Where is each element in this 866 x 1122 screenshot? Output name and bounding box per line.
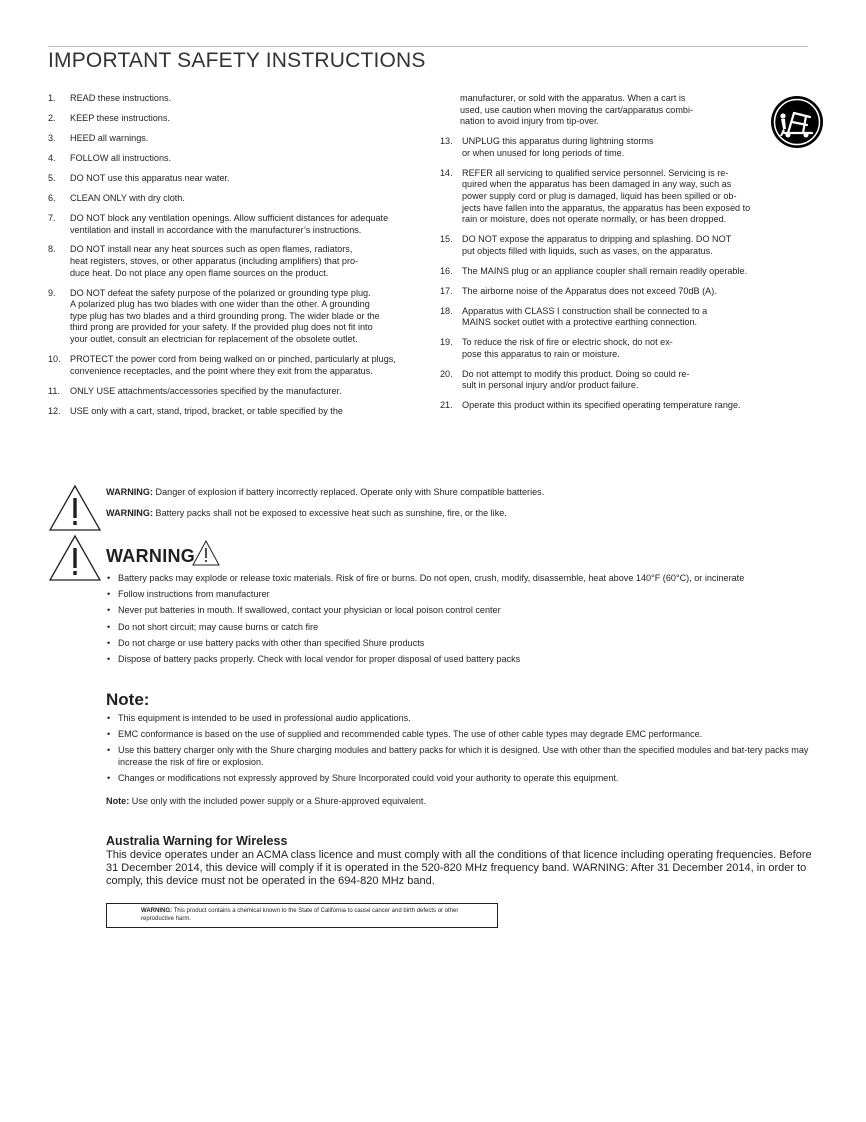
instruction-number: 20. <box>440 368 453 379</box>
instruction-text <box>70 406 420 418</box>
instruction-item <box>48 213 420 236</box>
instruction-number: 8. <box>48 244 56 255</box>
instruction-text <box>462 234 780 257</box>
warning-triangle-icon <box>48 484 102 532</box>
instruction-item <box>48 173 420 185</box>
instruction-line: or when unused for long periods of time. <box>462 147 625 158</box>
warning-heading: WARNING <box>106 546 196 566</box>
instruction-number: 1. <box>48 93 56 103</box>
instruction-line: type plug has two blades and a third grounding prong. The wider blade or the <box>70 310 380 321</box>
instruction-line: pose this apparatus to rain or moisture. <box>462 348 620 359</box>
bullet-item: • Changes or modifications not expressly approved by Shure Incorporated could void your authority to operate this equipment. <box>106 773 811 785</box>
instruction-line: ONLY USE attachments/accessories specified by the manufacturer. <box>70 385 342 396</box>
instruction-item <box>48 113 420 125</box>
instruction-text <box>70 386 420 398</box>
instruction-number: 14. <box>440 167 453 178</box>
instruction-line: FOLLOW all instructions. <box>70 152 172 163</box>
instruction-line: DO NOT expose the apparatus to dripping and splashing. DO NOT <box>462 234 732 245</box>
instruction-number: 10. <box>48 354 61 365</box>
bullet-item: • Never put batteries in mouth. If swallowed, contact your physician or local poison control center <box>106 605 811 617</box>
warning-triangle-icon <box>48 534 102 582</box>
instruction-line: Do not attempt to modify this product. Doing so could re- <box>462 368 690 379</box>
instruction-number: 7. <box>48 212 56 223</box>
bullet-item: • Do not short circuit; may cause burns or catch fire <box>106 622 811 634</box>
instruction-number: 11. <box>48 385 60 396</box>
instruction-text <box>462 168 780 226</box>
instruction-number: 12. <box>48 405 61 416</box>
instruction-item <box>440 337 780 360</box>
instruction-line: quired when the apparatus has been damaged in any way, such as <box>462 179 732 190</box>
instruction-text <box>70 93 420 105</box>
instruction-item <box>48 193 420 205</box>
instruction-item <box>48 133 420 145</box>
instruction-line: CLEAN ONLY with dry cloth. <box>70 192 185 203</box>
instruction-text <box>462 266 780 278</box>
instruction-text <box>462 306 780 329</box>
instruction-number: 16. <box>440 265 453 276</box>
instruction-line: READ these instructions. <box>70 93 172 103</box>
page-title: IMPORTANT SAFETY INSTRUCTIONS <box>48 46 808 73</box>
instruction-line: duce heat. Do not place any open flame sources on the product. <box>70 267 329 278</box>
note-bullet-list <box>106 713 811 789</box>
instruction-line: PROTECT the power cord from being walked on or pinched, particularly at plugs, <box>70 354 396 365</box>
note-heading: Note: <box>106 690 150 709</box>
instruction-12-continuation <box>440 93 780 128</box>
instruction-text <box>70 133 420 145</box>
battery-warning-1: WARNING: Danger of explosion if battery incorrectly replaced. Operate only with Shure compatible batteries. <box>106 487 545 497</box>
instruction-line: DO NOT block any ventilation openings. Allow sufficient distances for adequate <box>70 212 389 223</box>
instruction-line: HEED all warnings. <box>70 132 149 143</box>
bullet-item: • Do not charge or use battery packs with other than specified Shure products <box>106 638 811 650</box>
power-supply-note: Note: Use only with the included power supply or a Shure-approved equivalent. <box>106 796 426 806</box>
prop65-warning-text: WARNING: This product contains a chemical known to the State of California to cause cancer and birth defects or other reproductive harm. <box>141 908 459 922</box>
bullet-item: • Use this battery charger only with the Shure charging modules and battery packs for which it is designed. Use with other than the specified modules and bat-tery packs may increase the risk of fire or explosion. <box>106 745 811 768</box>
instruction-text <box>70 213 420 236</box>
instruction-item <box>48 153 420 165</box>
instruction-line: To reduce the risk of fire or electric shock, do not ex- <box>462 337 673 348</box>
instruction-line: ventilation and install in accordance with the manufacturer’s instructions. <box>70 224 362 235</box>
instruction-line: REFER all servicing to qualified service personnel. Servicing is re- <box>462 167 729 178</box>
instruction-number: 6. <box>48 192 56 203</box>
instruction-line: UNPLUG this apparatus during lightning storms <box>462 136 654 147</box>
warning-bullet-list <box>106 573 811 670</box>
instruction-line: used, use caution when moving the cart/apparatus combi- <box>460 104 694 115</box>
instruction-number: 9. <box>48 287 56 298</box>
instruction-line: heat registers, stoves, or other apparatus (including amplifiers) that pro- <box>70 256 359 267</box>
instruction-text <box>70 193 420 205</box>
instructions-left-column <box>48 93 420 426</box>
instruction-line: jects have fallen into the apparatus, the apparatus has been exposed to <box>462 202 751 213</box>
instruction-item <box>440 136 780 159</box>
instruction-item <box>440 369 780 392</box>
instruction-line: put objects filled with liquids, such as vases, on the apparatus. <box>462 245 713 256</box>
instruction-line: manufacturer, or sold with the apparatus. When a cart is <box>460 93 686 103</box>
instructions-right-column <box>440 93 780 420</box>
australia-warning-title: Australia Warning for Wireless <box>106 834 288 848</box>
instruction-number: 19. <box>440 337 453 348</box>
instruction-text <box>462 369 780 392</box>
instruction-line: nation to avoid injury from tip-over. <box>460 116 599 127</box>
instruction-number: 21. <box>440 400 453 411</box>
instruction-line: power supply cord or plug is damaged, liquid has been spilled or ob- <box>462 190 737 201</box>
instruction-text <box>70 288 420 346</box>
instruction-number: 2. <box>48 112 56 123</box>
instruction-text <box>462 286 780 298</box>
bullet-item: • Dispose of battery packs properly. Check with local vendor for proper disposal of used battery packs <box>106 654 811 666</box>
instruction-line: DO NOT install near any heat sources such as open flames, radiators, <box>70 244 353 255</box>
instruction-text <box>70 354 420 377</box>
instruction-line: third prong are provided for your safety. If the provided plug does not fit into <box>70 322 373 333</box>
instruction-item <box>440 400 780 412</box>
instruction-number: 18. <box>440 305 453 316</box>
instruction-text <box>462 337 780 360</box>
instruction-line: DO NOT defeat the safety purpose of the polarized or grounding type plug. <box>70 287 371 298</box>
instruction-line: The MAINS plug or an appliance coupler shall remain readily operable. <box>462 265 748 276</box>
bullet-item: • Follow instructions from manufacturer <box>106 589 811 601</box>
instruction-line: MAINS socket outlet with a protective earthing connection. <box>462 317 698 328</box>
instruction-number: 17. <box>440 285 453 296</box>
instruction-text <box>70 153 420 165</box>
instruction-item <box>48 386 420 398</box>
bullet-item: • EMC conformance is based on the use of supplied and recommended cable types. The use of other cable types may degrade EMC performance. <box>106 729 811 741</box>
instruction-number: 15. <box>440 234 453 245</box>
instruction-line: convenience receptacles, and the point where they exit from the apparatus. <box>70 365 373 376</box>
battery-warning-2: WARNING: Battery packs shall not be exposed to excessive heat such as sunshine, fire, or the like. <box>106 508 507 518</box>
instruction-line: DO NOT use this apparatus near water. <box>70 172 230 183</box>
prop65-warning-box <box>106 903 498 928</box>
instruction-number: 4. <box>48 152 56 163</box>
instruction-item <box>48 406 420 418</box>
instruction-number: 13. <box>440 136 453 147</box>
instruction-item <box>440 306 780 329</box>
instruction-line: USE only with a cart, stand, tripod, bracket, or table specified by the <box>70 405 343 416</box>
instruction-text <box>462 136 780 159</box>
instruction-text <box>70 113 420 125</box>
instruction-item <box>48 244 420 279</box>
warning-small-triangle-icon <box>192 540 220 566</box>
instruction-line: rain or moisture, does not operate normally, or has been dropped. <box>462 214 727 225</box>
instruction-item <box>440 168 780 226</box>
instruction-line: A polarized plug has two blades with one wider than the other. A grounding <box>70 299 370 310</box>
instruction-item <box>440 266 780 278</box>
instruction-number: 3. <box>48 132 56 143</box>
instruction-item <box>440 234 780 257</box>
cart-tip-over-icon <box>770 95 824 149</box>
instruction-item <box>48 93 420 105</box>
instruction-line: Apparatus with CLASS I construction shall be connected to a <box>462 305 708 316</box>
australia-warning-body: This device operates under an ACMA class licence and must comply with all the conditions of that licence including operating frequencies. Before 31 December 2014, this device will comply if it is operated in the 520-820 MHz frequency band. WARNING: After 31 December 2014, in order to comply, this device must not be operated in the 694-820 MHz band. <box>106 849 812 887</box>
instruction-text <box>70 244 420 279</box>
instruction-item <box>48 288 420 346</box>
bullet-item: • This equipment is intended to be used in professional audio applications. <box>106 713 811 725</box>
instruction-text <box>70 173 420 185</box>
instruction-line: Operate this product within its specified operating temperature range. <box>462 400 741 411</box>
instruction-line: sult in personal injury and/or product failure. <box>462 380 639 391</box>
instruction-item <box>48 354 420 377</box>
instruction-line: your outlet, consult an electrician for replacement of the obsolete outlet. <box>70 334 358 345</box>
instruction-line: KEEP these instructions. <box>70 112 170 123</box>
instruction-item <box>440 286 780 298</box>
instruction-number: 5. <box>48 172 56 183</box>
instruction-text <box>462 400 780 412</box>
instruction-line: The airborne noise of the Apparatus does not exceed 70dB (A). <box>462 285 717 296</box>
bullet-item: • Battery packs may explode or release toxic materials. Risk of fire or burns. Do not open, crush, modify, disassemble, heat above 140°F (60°C), or incinerate <box>106 573 811 585</box>
